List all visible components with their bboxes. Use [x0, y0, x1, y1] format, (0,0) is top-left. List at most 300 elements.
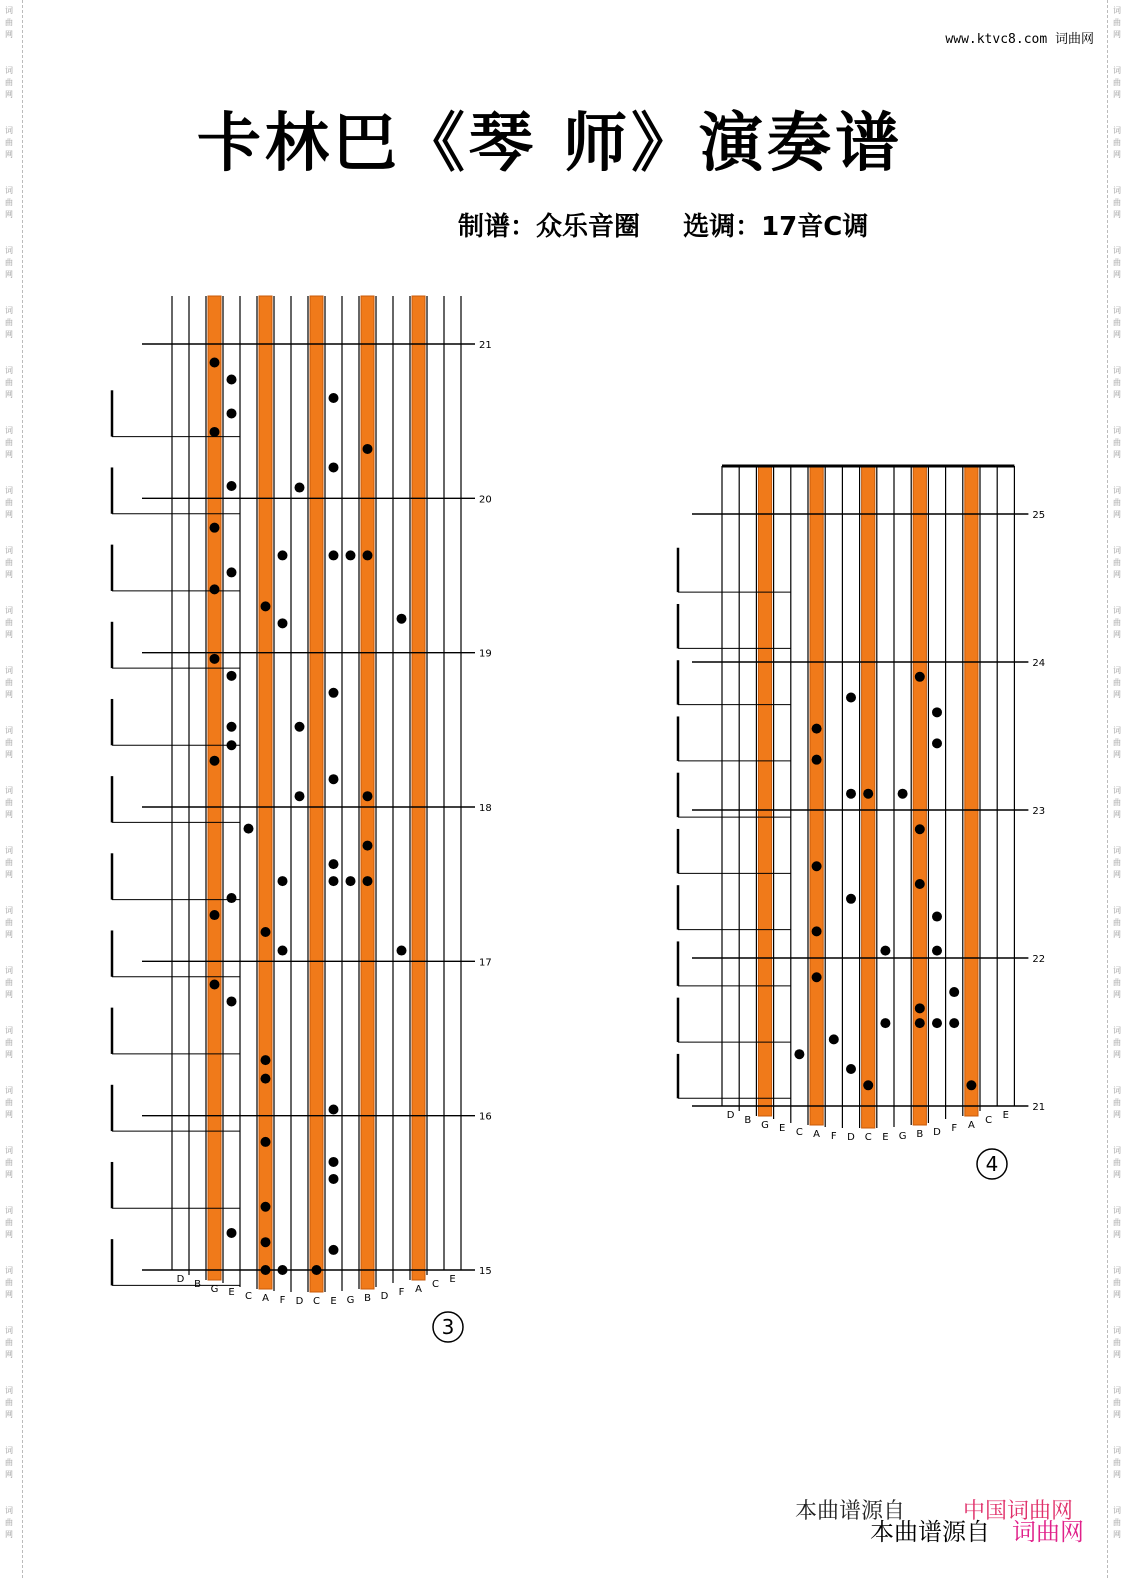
note-dot — [312, 1265, 322, 1275]
measure-number: 22 — [1032, 954, 1046, 965]
note-dot — [278, 1265, 288, 1275]
watermark-glyph: 词 — [5, 306, 13, 315]
watermark-glyph: 网 — [5, 1230, 13, 1239]
watermark-glyph: 网 — [1113, 1110, 1121, 1119]
note-dot — [295, 722, 305, 732]
note-dot — [932, 707, 942, 717]
watermark-glyph: 网 — [5, 1470, 13, 1479]
note-dot — [261, 1055, 271, 1065]
watermark-glyph: 曲 — [1113, 1158, 1121, 1167]
note-dot — [227, 1228, 237, 1238]
watermark-glyph: 词 — [1113, 1506, 1121, 1515]
key-label: 选调：17音C调 — [683, 212, 869, 242]
measure-number: 25 — [1032, 510, 1046, 521]
watermark-glyph: 曲 — [1113, 1398, 1121, 1407]
key-name-label: C — [432, 1279, 439, 1290]
watermark-glyph: 网 — [1113, 30, 1121, 39]
note-dot — [397, 614, 407, 624]
note-dot — [210, 654, 220, 664]
watermark-glyph: 曲 — [5, 1338, 13, 1347]
note-dot — [278, 618, 288, 628]
footer-source — [870, 1512, 1084, 1547]
watermark-glyph: 曲 — [1113, 1338, 1121, 1347]
watermark-glyph: 网 — [1113, 330, 1121, 339]
watermark-glyph: 网 — [1113, 90, 1121, 99]
highlighted-key — [208, 296, 221, 1280]
note-dot — [846, 693, 856, 703]
watermark-glyph: 词 — [1113, 786, 1121, 795]
watermark-glyph: 网 — [5, 870, 13, 879]
note-dot — [932, 1018, 942, 1028]
note-dot — [880, 946, 890, 956]
highlighted-key — [965, 466, 978, 1116]
note-dot — [812, 861, 822, 871]
key-name-label: D — [726, 1110, 735, 1121]
watermark-glyph: 网 — [5, 210, 13, 219]
note-dot — [812, 926, 822, 936]
watermark-glyph: 曲 — [5, 498, 13, 507]
measure-number: 24 — [1032, 658, 1046, 669]
watermark-glyph: 词 — [1113, 1446, 1121, 1455]
note-dot — [812, 755, 822, 765]
note-dot — [846, 789, 856, 799]
watermark-glyph: 曲 — [5, 378, 13, 387]
note-dot — [329, 1174, 339, 1184]
key-name-label: C — [795, 1127, 803, 1138]
watermark-glyph: 曲 — [5, 1458, 13, 1467]
watermark-glyph: 曲 — [5, 198, 13, 207]
key-name-label: C — [864, 1132, 872, 1143]
watermark-glyph: 词 — [5, 1446, 13, 1455]
watermark-glyph: 词 — [1113, 1386, 1121, 1395]
watermark-glyph: 网 — [5, 330, 13, 339]
watermark-glyph: 曲 — [1113, 318, 1121, 327]
watermark-glyph: 曲 — [5, 1098, 13, 1107]
watermark-glyph: 网 — [1113, 1230, 1121, 1239]
watermark-glyph: 词 — [5, 726, 13, 735]
key-name-label: B — [364, 1293, 371, 1304]
watermark-glyph: 网 — [5, 570, 13, 579]
note-dot — [363, 444, 373, 454]
watermark-glyph: 词 — [1113, 726, 1121, 735]
note-dot — [863, 1080, 873, 1090]
note-dot — [932, 738, 942, 748]
watermark-glyph: 网 — [5, 1530, 13, 1539]
note-dot — [278, 876, 288, 886]
watermark-glyph: 词 — [1113, 666, 1121, 675]
watermark-glyph: 曲 — [5, 1158, 13, 1167]
key-name-label: F — [398, 1287, 405, 1298]
highlighted-key — [310, 296, 323, 1292]
watermark-glyph: 词 — [1113, 846, 1121, 855]
note-dot — [227, 481, 237, 491]
note-dot — [829, 1034, 839, 1044]
watermark-glyph: 词 — [1113, 546, 1121, 555]
watermark-glyph: 曲 — [5, 978, 13, 987]
watermark-glyph: 网 — [1113, 1170, 1121, 1179]
watermark-glyph: 网 — [5, 690, 13, 699]
watermark-glyph: 词 — [5, 786, 13, 795]
key-name-label: E — [779, 1123, 786, 1134]
watermark-glyph: 词 — [1113, 306, 1121, 315]
note-dot — [329, 550, 339, 560]
watermark-glyph: 网 — [5, 390, 13, 399]
watermark-glyph: 曲 — [5, 1038, 13, 1047]
note-dot — [397, 946, 407, 956]
watermark-glyph: 曲 — [1113, 378, 1121, 387]
watermark-glyph: 曲 — [5, 678, 13, 687]
watermark-glyph: 曲 — [5, 1218, 13, 1227]
note-dot — [278, 946, 288, 956]
watermark-glyph: 词 — [1113, 186, 1121, 195]
note-dot — [329, 1104, 339, 1114]
watermark-glyph: 词 — [5, 246, 13, 255]
key-name-label: G — [210, 1284, 219, 1295]
watermark-glyph: 词 — [1113, 126, 1121, 135]
watermark-glyph: 曲 — [5, 738, 13, 747]
watermark-glyph: 曲 — [5, 1278, 13, 1287]
watermark-glyph: 网 — [1113, 390, 1121, 399]
watermark-glyph: 词 — [1113, 426, 1121, 435]
watermark-glyph: 词 — [5, 126, 13, 135]
watermark-glyph: 曲 — [5, 558, 13, 567]
watermark-glyph: 词 — [1113, 486, 1121, 495]
watermark-glyph: 词 — [1113, 1326, 1121, 1335]
watermark-glyph: 曲 — [1113, 18, 1121, 27]
watermark-glyph: 网 — [1113, 870, 1121, 879]
watermark-glyph: 网 — [1113, 270, 1121, 279]
watermark-glyph: 词 — [5, 1266, 13, 1275]
right-watermark-strip — [1107, 0, 1130, 1578]
note-dot — [898, 789, 908, 799]
note-dot — [261, 1237, 271, 1247]
panel-number: 4 — [985, 1152, 999, 1176]
watermark-glyph: 网 — [5, 810, 13, 819]
credits — [458, 206, 902, 243]
watermark-glyph: 曲 — [1113, 978, 1121, 987]
watermark-glyph: 曲 — [1113, 498, 1121, 507]
watermark-glyph: 词 — [5, 1506, 13, 1515]
note-dot — [210, 523, 220, 533]
note-dot — [295, 791, 305, 801]
watermark-glyph: 网 — [5, 990, 13, 999]
watermark-glyph: 网 — [1113, 690, 1121, 699]
note-dot — [210, 910, 220, 920]
highlighted-key — [758, 466, 771, 1116]
note-dot — [227, 996, 237, 1006]
watermark-glyph: 曲 — [5, 618, 13, 627]
note-dot — [932, 946, 942, 956]
watermark-glyph: 曲 — [1113, 1518, 1121, 1527]
watermark-glyph: 词 — [5, 546, 13, 555]
watermark-glyph: 网 — [5, 1110, 13, 1119]
watermark-glyph: 词 — [1113, 1266, 1121, 1275]
watermark-glyph: 词 — [5, 6, 13, 15]
note-dot — [363, 841, 373, 851]
note-dot — [363, 791, 373, 801]
watermark-glyph: 曲 — [5, 78, 13, 87]
watermark-glyph: 曲 — [5, 858, 13, 867]
measure-number: 16 — [479, 1111, 492, 1123]
watermark-glyph: 网 — [5, 1290, 13, 1299]
note-dot — [261, 927, 271, 937]
measure-number: 19 — [479, 648, 492, 660]
watermark-glyph: 网 — [5, 1350, 13, 1359]
note-dot — [329, 876, 339, 886]
watermark-glyph: 曲 — [1113, 558, 1121, 567]
watermark-glyph: 词 — [5, 66, 13, 75]
measure-number: 21 — [479, 340, 492, 351]
watermark-glyph: 词 — [1113, 1026, 1121, 1035]
note-dot — [261, 1137, 271, 1147]
note-dot — [915, 879, 925, 889]
left-watermark-strip — [0, 0, 23, 1578]
key-name-label: A — [415, 1284, 422, 1295]
watermark-glyph: 曲 — [1113, 1458, 1121, 1467]
watermark-glyph: 曲 — [1113, 1218, 1121, 1227]
watermark-glyph: 词 — [5, 366, 13, 375]
note-dot — [966, 1080, 976, 1090]
note-dot — [812, 724, 822, 734]
key-name-label: F — [830, 1131, 837, 1142]
watermark-glyph: 网 — [1113, 150, 1121, 159]
key-name-label: E — [882, 1132, 889, 1143]
watermark-glyph: 曲 — [1113, 258, 1121, 267]
watermark-glyph: 词 — [1113, 1206, 1121, 1215]
note-dot — [812, 972, 822, 982]
watermark-glyph: 网 — [1113, 750, 1121, 759]
key-name-label: D — [176, 1274, 185, 1285]
watermark-glyph: 曲 — [5, 138, 13, 147]
footer-faded-link[interactable]: 中国词曲网 — [963, 1499, 1074, 1524]
key-name-label: G — [346, 1295, 355, 1306]
note-dot — [210, 584, 220, 594]
key-name-label: E — [1002, 1110, 1009, 1121]
panel-number: 3 — [441, 1315, 455, 1339]
key-name-label: G — [761, 1120, 769, 1131]
note-dot — [863, 789, 873, 799]
watermark-glyph: 曲 — [1113, 618, 1121, 627]
note-dot — [295, 483, 305, 493]
note-dot — [278, 550, 288, 560]
watermark-glyph: 曲 — [5, 918, 13, 927]
key-name-label: C — [245, 1291, 252, 1302]
key-name-label: E — [449, 1274, 456, 1285]
note-dot — [329, 859, 339, 869]
watermark-glyph: 网 — [1113, 630, 1121, 639]
note-dot — [915, 1003, 925, 1013]
watermark-glyph: 词 — [5, 966, 13, 975]
measure-number: 15 — [479, 1266, 492, 1277]
note-dot — [329, 688, 339, 698]
watermark-glyph: 网 — [5, 1170, 13, 1179]
key-name-label: D — [380, 1291, 389, 1302]
note-dot — [949, 987, 959, 997]
note-dot — [261, 1074, 271, 1084]
key-name-label: E — [228, 1287, 235, 1298]
key-name-label: E — [330, 1296, 337, 1307]
watermark-glyph: 词 — [1113, 1086, 1121, 1095]
watermark-glyph: 网 — [5, 1410, 13, 1419]
watermark-glyph: 曲 — [5, 1398, 13, 1407]
note-dot — [210, 427, 220, 437]
key-name-label: D — [295, 1296, 304, 1307]
watermark-glyph: 词 — [5, 846, 13, 855]
watermark-glyph: 词 — [1113, 246, 1121, 255]
note-dot — [932, 912, 942, 922]
highlighted-key — [412, 296, 425, 1280]
watermark-glyph: 曲 — [1113, 78, 1121, 87]
watermark-glyph: 曲 — [1113, 438, 1121, 447]
watermark-glyph: 曲 — [1113, 198, 1121, 207]
watermark-glyph: 网 — [5, 510, 13, 519]
note-dot — [227, 722, 237, 732]
note-dot — [261, 1202, 271, 1212]
note-dot — [329, 462, 339, 472]
watermark-glyph: 词 — [5, 1206, 13, 1215]
key-name-label: C — [313, 1296, 320, 1307]
arranger-label: 制谱：众乐音圈 — [458, 212, 641, 242]
measure-number: 20 — [479, 494, 492, 506]
note-dot — [329, 774, 339, 784]
note-dot — [346, 876, 356, 886]
watermark-glyph: 词 — [1113, 966, 1121, 975]
watermark-glyph: 曲 — [5, 1518, 13, 1527]
note-dot — [244, 824, 254, 834]
key-name-label: G — [898, 1131, 907, 1142]
watermark-glyph: 网 — [5, 930, 13, 939]
watermark-glyph: 词 — [5, 1386, 13, 1395]
watermark-glyph: 网 — [1113, 1290, 1121, 1299]
footer-link[interactable]: 词曲网 — [1012, 1518, 1084, 1546]
watermark-glyph: 曲 — [1113, 738, 1121, 747]
highlighted-key — [810, 466, 823, 1125]
measure-number: 18 — [479, 803, 492, 814]
watermark-glyph: 网 — [1113, 450, 1121, 459]
key-name-label: B — [194, 1279, 201, 1290]
site-label: www.ktvc8.com 词曲网 — [945, 32, 1094, 47]
watermark-glyph: 曲 — [5, 318, 13, 327]
watermark-glyph: 词 — [1113, 606, 1121, 615]
watermark-glyph: 词 — [1113, 906, 1121, 915]
watermark-glyph: 词 — [5, 666, 13, 675]
note-dot — [363, 550, 373, 560]
note-dot — [329, 393, 339, 403]
note-dot — [261, 601, 271, 611]
watermark-glyph: 网 — [1113, 1410, 1121, 1419]
watermark-glyph: 词 — [1113, 66, 1121, 75]
watermark-glyph: 词 — [5, 486, 13, 495]
watermark-glyph: 曲 — [5, 18, 13, 27]
page-title: 卡林巴《琴 师》演奏谱 — [196, 107, 904, 181]
watermark-glyph: 曲 — [1113, 1038, 1121, 1047]
watermark-glyph: 词 — [1113, 1146, 1121, 1155]
watermark-glyph: 曲 — [1113, 918, 1121, 927]
key-name-label: D — [933, 1127, 941, 1138]
note-dot — [227, 374, 237, 384]
watermark-glyph: 词 — [1113, 366, 1121, 375]
note-dot — [880, 1018, 890, 1028]
key-name-label: B — [916, 1129, 924, 1140]
note-dot — [227, 671, 237, 681]
watermark-glyph: 曲 — [1113, 1278, 1121, 1287]
measure-number: 23 — [1032, 806, 1046, 817]
watermark-glyph: 词 — [5, 1146, 13, 1155]
watermark-glyph: 曲 — [5, 798, 13, 807]
key-name-label: A — [262, 1293, 269, 1304]
watermark-glyph: 词 — [5, 426, 13, 435]
watermark-glyph: 网 — [1113, 510, 1121, 519]
watermark-glyph: 网 — [1113, 810, 1121, 819]
note-dot — [363, 876, 373, 886]
note-dot — [329, 1157, 339, 1167]
note-dot — [210, 979, 220, 989]
key-name-label: B — [744, 1115, 752, 1126]
kalimba-tab-panel-3 — [100, 290, 492, 1350]
watermark-glyph: 曲 — [1113, 858, 1121, 867]
watermark-glyph: 曲 — [1113, 798, 1121, 807]
note-dot — [261, 1265, 271, 1275]
note-dot — [846, 1064, 856, 1074]
key-name-label: A — [967, 1120, 975, 1131]
note-dot — [915, 824, 925, 834]
measure-number: 17 — [479, 957, 492, 969]
watermark-glyph: 曲 — [5, 438, 13, 447]
note-dot — [915, 672, 925, 682]
key-name-label: F — [951, 1123, 958, 1134]
watermark-glyph: 词 — [5, 906, 13, 915]
note-dot — [227, 740, 237, 750]
note-dot — [346, 550, 356, 560]
watermark-glyph: 网 — [1113, 210, 1121, 219]
watermark-glyph: 网 — [1113, 570, 1121, 579]
note-dot — [210, 358, 220, 368]
key-name-label: F — [279, 1295, 286, 1306]
note-dot — [915, 1018, 925, 1028]
key-name-label: A — [813, 1129, 821, 1140]
watermark-glyph: 词 — [1113, 6, 1121, 15]
watermark-glyph: 网 — [5, 630, 13, 639]
watermark-glyph: 网 — [5, 1050, 13, 1059]
watermark-glyph: 网 — [5, 150, 13, 159]
footer-text: 本曲谱源自 — [870, 1518, 990, 1546]
note-dot — [329, 1245, 339, 1255]
note-dot — [949, 1018, 959, 1028]
kalimba-tab-panel-4 — [670, 458, 1050, 1198]
watermark-glyph: 网 — [5, 750, 13, 759]
watermark-glyph: 曲 — [5, 258, 13, 267]
note-dot — [846, 894, 856, 904]
watermark-glyph: 词 — [5, 186, 13, 195]
note-dot — [210, 756, 220, 766]
measure-number: 21 — [1032, 1102, 1046, 1113]
watermark-glyph: 词 — [5, 606, 13, 615]
watermark-glyph: 网 — [1113, 930, 1121, 939]
watermark-glyph: 网 — [1113, 1530, 1121, 1539]
watermark-glyph: 网 — [5, 270, 13, 279]
watermark-glyph: 网 — [1113, 1350, 1121, 1359]
note-dot — [227, 408, 237, 418]
watermark-glyph: 曲 — [1113, 1098, 1121, 1107]
note-dot — [227, 567, 237, 577]
watermark-glyph: 网 — [5, 450, 13, 459]
note-dot — [794, 1049, 804, 1059]
note-dot — [227, 893, 237, 903]
watermark-glyph: 曲 — [1113, 678, 1121, 687]
watermark-glyph: 词 — [5, 1326, 13, 1335]
watermark-glyph: 网 — [1113, 1050, 1121, 1059]
watermark-glyph: 网 — [5, 90, 13, 99]
